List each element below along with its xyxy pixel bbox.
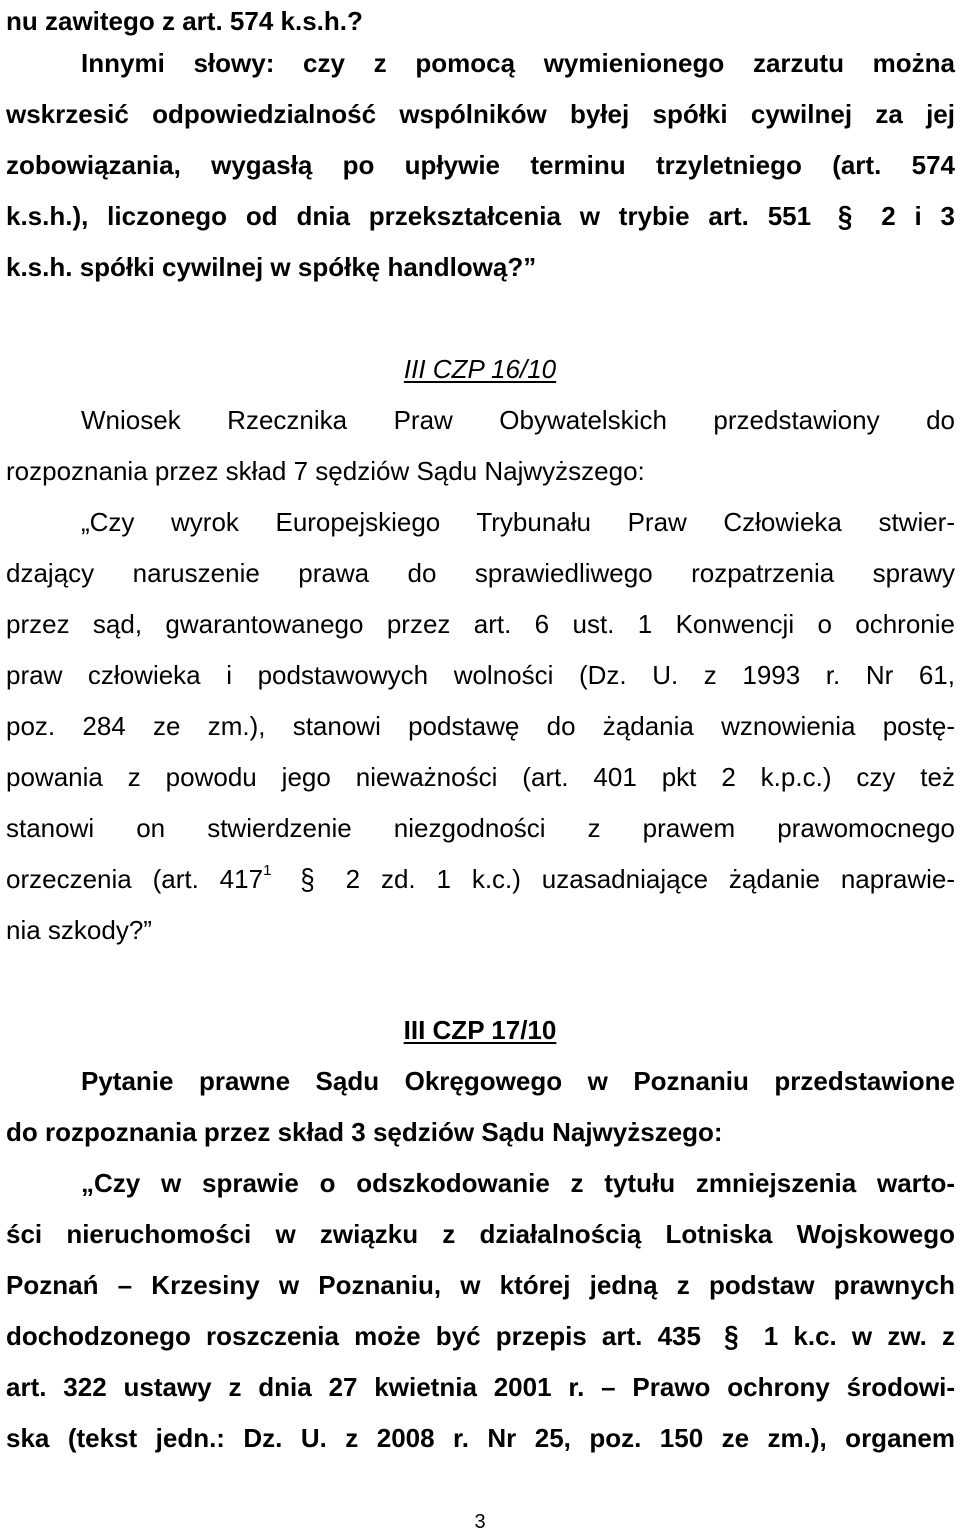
text-line — [6, 1372, 955, 1402]
section-sign: § — [724, 1318, 739, 1354]
text-line-content: Pytanie prawne Sądu Okręgowego w Poznaniu przedstawione — [81, 1066, 955, 1096]
text-line — [6, 1423, 955, 1453]
text-line — [6, 660, 955, 690]
text-line-content: poz. 284 ze zm.), stanowi podstawę do żądania wznowienia postę- — [6, 711, 955, 741]
text-line — [81, 1066, 955, 1096]
text-line-content: rozpoznania przez skład 7 sędziów Sądu Najwyższego: — [6, 456, 645, 486]
text-line — [6, 198, 955, 234]
section-sign: § — [837, 198, 853, 234]
text-line — [6, 99, 955, 129]
text-line-content: stanowi on stwierdzenie niezgodności z prawem prawomocnego — [6, 813, 955, 843]
text-line-content: przez sąd, gwarantowanego przez art. 6 ust. 1 Konwencji o ochronie — [6, 609, 955, 639]
superscript: 1 — [263, 862, 272, 879]
text-line — [81, 1168, 955, 1198]
text-line-content: powania z powodu jego nieważności (art. 401 pkt 2 k.p.c.) czy też — [6, 762, 955, 792]
text-line-content: „Czy wyrok Europejskiego Trybunału Praw Człowieka stwier- — [81, 507, 955, 537]
text-line — [6, 609, 955, 639]
text-line-content: 1 k.c. w zw. z — [763, 1321, 955, 1351]
text-line — [81, 48, 955, 78]
text-line-content: 2 i 3 — [881, 201, 955, 231]
text-line — [6, 456, 955, 486]
text-line-content: 2 zd. 1 k.c.) uzasadniające żądanie naprawie- — [345, 864, 956, 894]
text-line — [6, 861, 956, 897]
text-line-content: do rozpoznania przez skład 3 sędziów Sądu Najwyższego: — [6, 1117, 723, 1147]
text-line-content: praw człowieka i podstawowych wolności (Dz. U. z 1993 r. Nr 61, — [6, 660, 955, 690]
text-line-content: zobowiązania, wygasłą po upływie terminu trzyletniego (art. 574 — [6, 150, 955, 180]
text-line — [6, 252, 955, 282]
text-line-content: ska (tekst jedn.: Dz. U. z 2008 r. Nr 25, poz. 150 ze zm.), organem — [6, 1423, 955, 1453]
text-line-content: „Czy w sprawie o odszkodowanie z tytułu zmniejszenia warto- — [81, 1168, 955, 1198]
case-heading — [0, 354, 960, 384]
text-line-content: k.s.h.), liczonego od dnia przekształcenia w trybie art. 551 — [6, 201, 812, 231]
text-line-content: Wniosek Rzecznika Praw Obywatelskich przedstawiony do — [81, 405, 955, 435]
text-line-content: dochodzonego roszczenia może być przepis art. 435 — [6, 1321, 701, 1351]
text-line-content: k.s.h. spółki cywilnej w spółkę handlową?” — [6, 252, 537, 282]
text-line-content: wskrzesić odpowiedzialność wspólników byłej spółki cywilnej za jej — [6, 99, 955, 129]
case-heading-text: III CZP 17/10 — [403, 1015, 557, 1045]
text-line-content: dzający naruszenie prawa do sprawiedliwego rozpatrzenia sprawy — [6, 558, 955, 588]
text-line-content: Innymi słowy: czy z pomocą wymienionego zarzutu można — [81, 48, 955, 78]
text-line — [6, 915, 955, 945]
text-line — [6, 6, 955, 36]
text-line — [6, 711, 955, 741]
case-heading-text: III CZP 16/10 — [403, 354, 557, 384]
text-line — [6, 1318, 955, 1354]
text-line — [6, 813, 955, 843]
text-line-content: Poznań – Krzesiny w Poznaniu, w której jedną z podstaw prawnych — [6, 1270, 955, 1300]
page-number: 3 — [474, 1511, 486, 1533]
text-line — [81, 507, 955, 537]
text-line — [6, 150, 955, 180]
text-line — [6, 1270, 955, 1300]
case-heading — [0, 1015, 960, 1045]
text-line-content: nia szkody?” — [6, 915, 152, 945]
text-line-content: nu zawitego z art. 574 k.s.h.? — [6, 6, 363, 36]
section-sign: § — [300, 861, 315, 897]
text-line — [6, 762, 955, 792]
text-line-content: ści nieruchomości w związku z działalnością Lotniska Wojskowego — [6, 1219, 955, 1249]
text-line — [6, 558, 955, 588]
text-line-content: art. 322 ustawy z dnia 27 kwietnia 2001 r. – Prawo ochrony środowi- — [6, 1372, 955, 1402]
text-line — [6, 1117, 955, 1147]
text-line — [81, 405, 955, 435]
text-line-content: orzeczenia (art. 417 — [6, 864, 264, 894]
text-line — [6, 1219, 955, 1249]
